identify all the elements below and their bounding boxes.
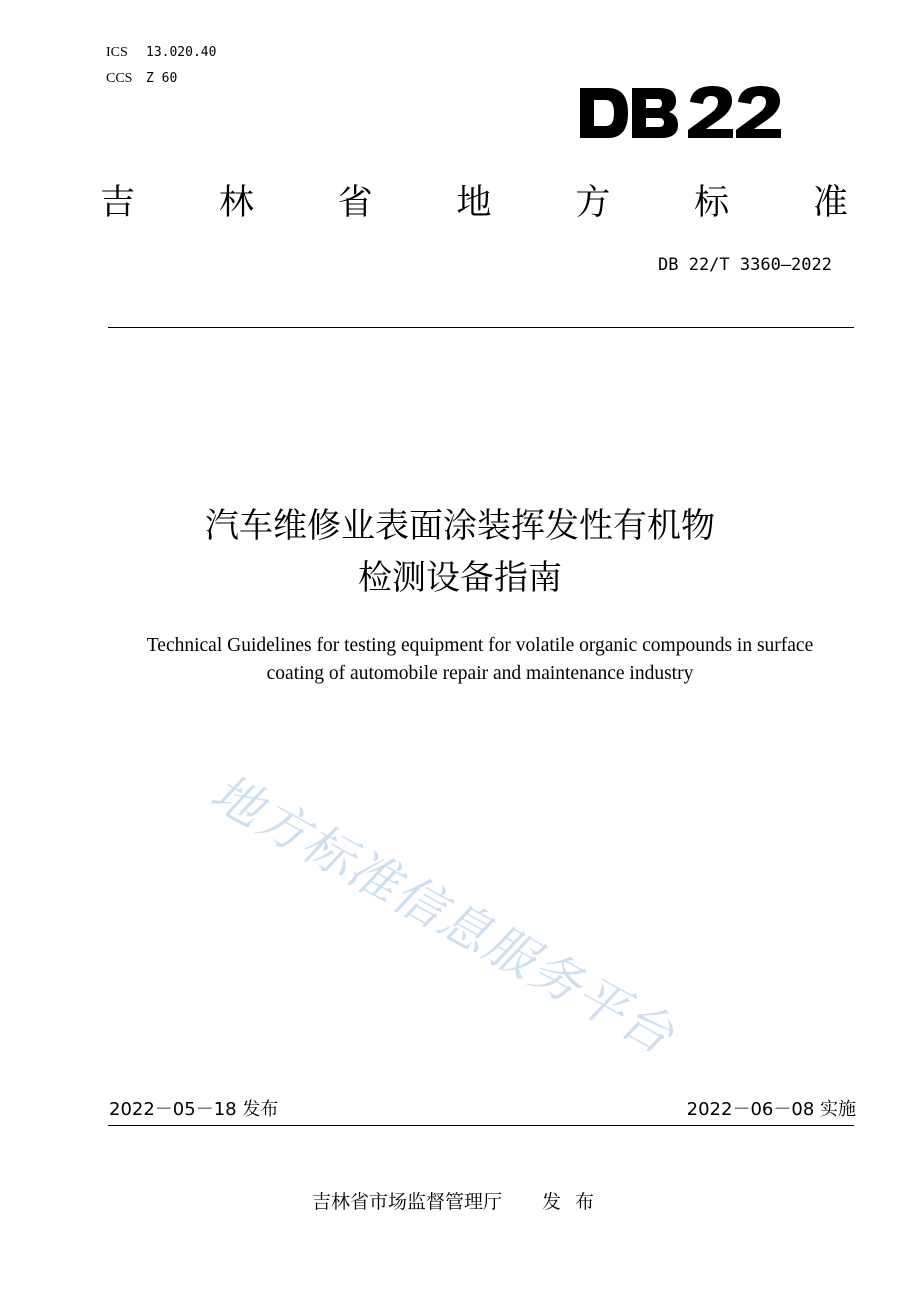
publication-date: 2022－05－18 发布 [109, 1099, 279, 1120]
english-title-line-1: Technical Guidelines for testing equipment for volatile organic compounds in surface [146, 635, 814, 656]
header-divider [108, 327, 854, 328]
standard-type-char: 标 [694, 183, 730, 223]
chinese-title-line-1: 汽车维修业表面涂装挥发性有机物 [205, 506, 715, 546]
standard-type-heading [100, 178, 848, 228]
standard-type-char: 省 [337, 183, 373, 223]
standard-type-char: 林 [218, 183, 254, 223]
issuer-name: 吉林省市场监督管理厅 [311, 1191, 502, 1213]
ics-label: ICS [106, 45, 128, 60]
db22-logo [578, 78, 788, 148]
standard-type-char: 准 [812, 183, 848, 223]
standard-type-char: 地 [456, 183, 492, 223]
ccs-label: CCS [106, 71, 133, 86]
standard-number: DB 22/T 3360—2022 [658, 255, 832, 275]
chinese-title-line-2: 检测设备指南 [358, 558, 562, 598]
english-title [100, 632, 860, 688]
ics-code [106, 45, 216, 61]
issuer-action: 发布 [542, 1191, 609, 1213]
ccs-value: Z 60 [146, 71, 178, 86]
ics-value: 13.020.40 [146, 45, 217, 60]
chinese-title [0, 500, 920, 604]
standard-type-char: 方 [575, 183, 611, 223]
ccs-code [106, 71, 177, 87]
standard-type-char: 吉 [100, 183, 136, 223]
footer-divider [108, 1125, 854, 1126]
issuer-line [0, 1188, 920, 1216]
implementation-date: 2022－06－08 实施 [686, 1099, 856, 1120]
english-title-line-2: coating of automobile repair and maintenance industry [266, 663, 694, 684]
watermark: 地方标准信息服务平台 [201, 762, 685, 1066]
